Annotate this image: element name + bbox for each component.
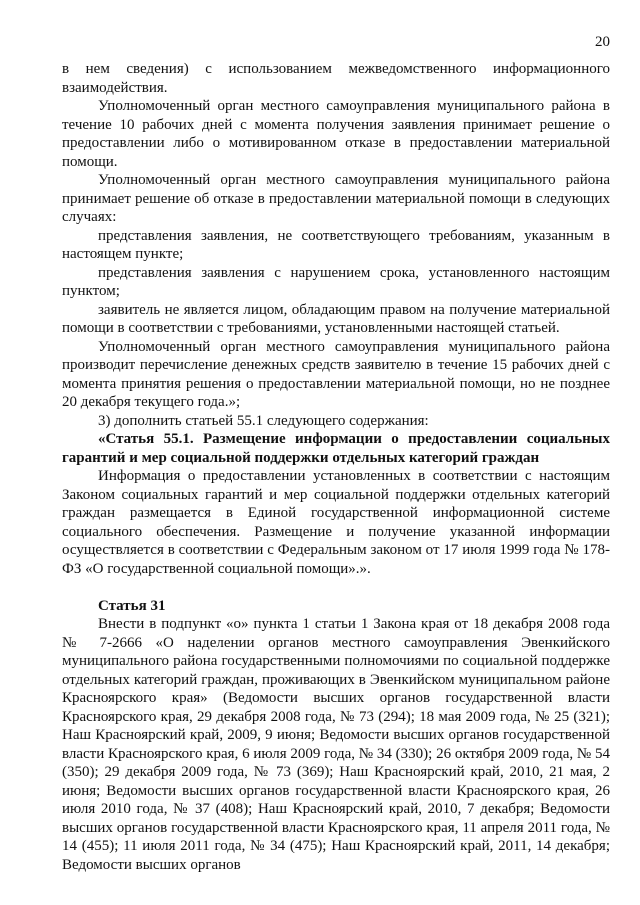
page-number: 20: [595, 34, 610, 50]
document-body: [62, 60, 610, 874]
article-31-text: Внести в подпункт «о» пункта 1 статьи 1 Закона края от 18 декабря 2008 года № 7-2666 «О наделении органов местного самоуправления Эвенкийского муниципального района государственными полномочиями по социальной поддержке отдельных категорий граждан, проживающих в Эвенкийском муниципальном районе Красноярского края» (Ведомости высших органов государственной власти Красноярского края, 29 декабря 2008 года, № 73 (294); 18 мая 2009 года, № 25 (321); Наш Красноярский край, 2009, 9 июня; Ведомости высших органов государственной власти Красноярского края, 6 июля 2009 года, № 34 (330); 26 октября 2009 года, № 54 (350); 29 декабря 2009 года, № 73 (369); Наш Красноярский край, 2010, 21 мая, 2 июня; Ведомости высших органов государственной власти Красноярского края, 26 июля 2010 года, № 37 (408); Наш Красноярский край, 2010, 7 декабря; Ведомости высших органов государственной власти Красноярского края, 11 апреля 2011 года, № 14 (455); 11 июля 2011 года, № 34 (475); Наш Красноярский край, 2011, 14 декабря; Ведомости высших органов: [62, 616, 610, 873]
article-31-heading: Статья 31: [98, 597, 166, 614]
refusal-case-1: представления заявления, не соответствующего требованиям, указанным в настоящем пункте;: [62, 227, 610, 262]
refusal-case-2: представления заявления с нарушением срока, установленного настоящим пунктом;: [62, 264, 610, 299]
paragraph-refusal-cases: Уполномоченный орган местного самоуправления муниципального района принимает решение об отказе в предоставлении материальной помощи в следующих случаях:: [62, 172, 610, 225]
article-55-1-heading: «Статья 55.1. Размещение информации о предоставлении социальных гарантий и мер социальной поддержки отдельных категорий граждан: [62, 431, 610, 466]
spacer: [62, 578, 610, 597]
paragraph-decision-timing: Уполномоченный орган местного самоуправления муниципального района в течение 10 рабочих дней с момента получения заявления принимает решение о предоставлении либо о мотивированном отказе в предоставлении материальной помощи.: [62, 98, 610, 170]
article-55-1-text: Информация о предоставлении установленных в соответствии с настоящим Законом социальных гарантий и мер социальной поддержки отдельных категорий граждан размещается в Единой государственной информационной системе социального обеспечения. Размещение и получение указанной информации осуществляется в соответствии с Федеральным законом от 17 июля 1999 года № 178-ФЗ «О государственной социальной помощи».».: [62, 468, 610, 577]
paragraph-continuation: в нем сведения) с использованием межведомственного информационного взаимодействия.: [62, 61, 610, 96]
paragraph-amendment-3: 3) дополнить статьей 55.1 следующего содержания:: [98, 412, 429, 429]
paragraph-transfer: Уполномоченный орган местного самоуправления муниципального района производит перечисление денежных средств заявителю в течение 15 рабочих дней с момента принятия решения о предоставлении материальной помощи, но не позднее 20 декабря текущего года.»;: [62, 338, 610, 410]
refusal-case-3: заявитель не является лицом, обладающим правом на получение материальной помощи в соответствии с требованиями, установленными настоящей статьей.: [62, 301, 610, 336]
